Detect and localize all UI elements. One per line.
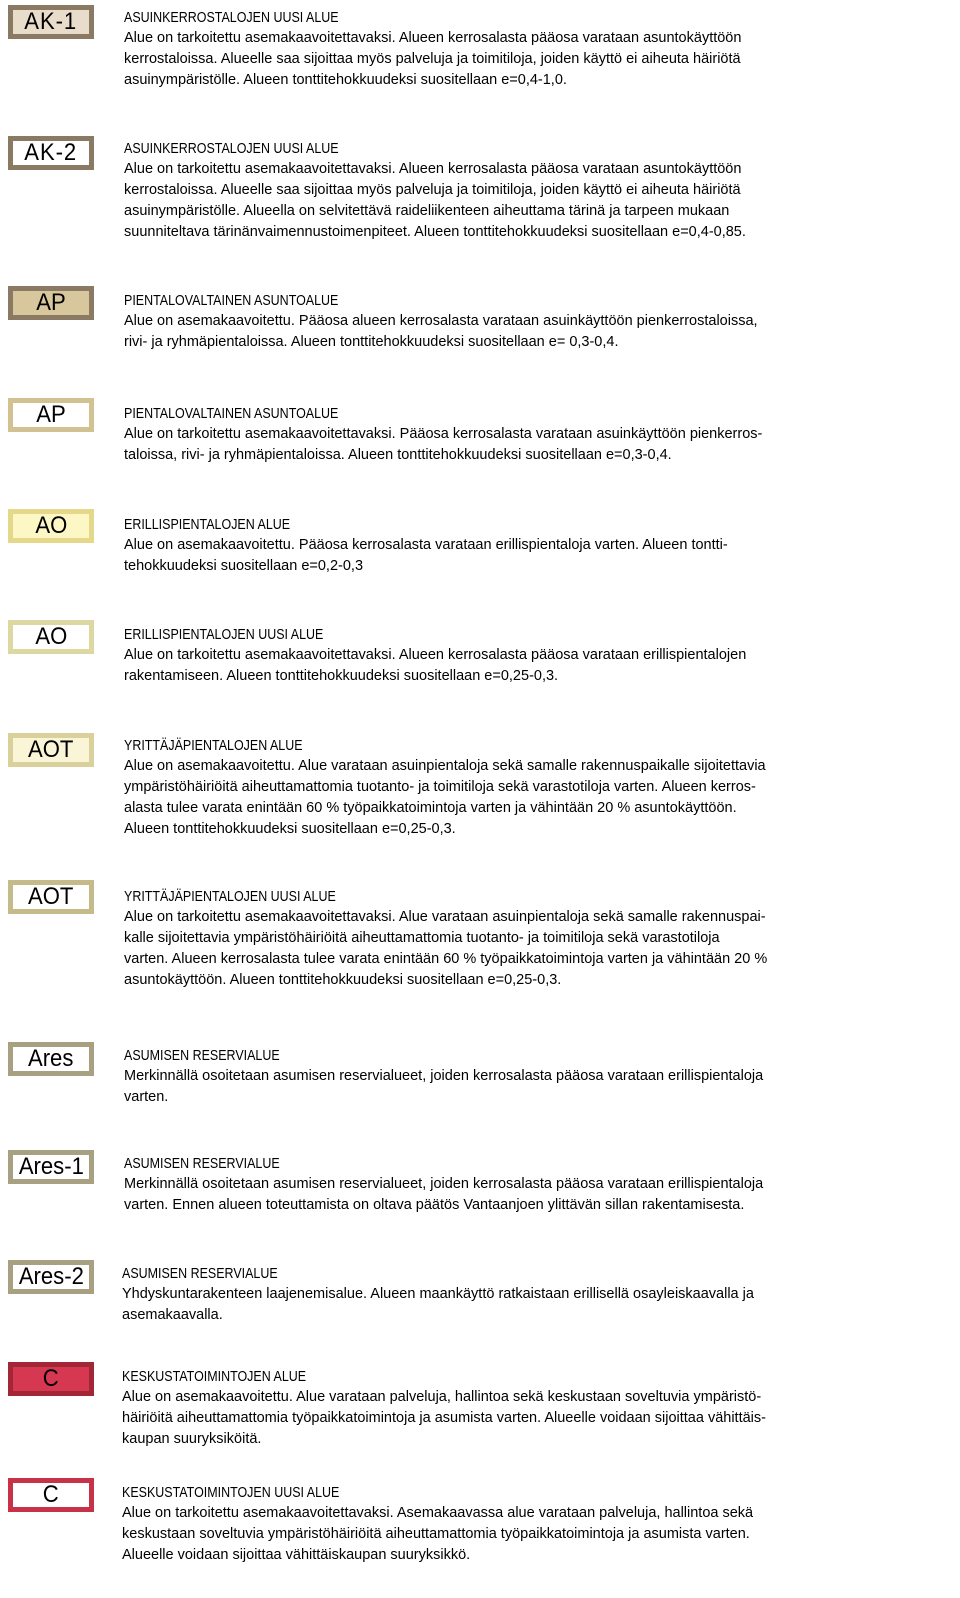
zone-symbol-ap-new — [8, 398, 94, 432]
zone-description-line: Alueelle voidaan sijoittaa vähittäiskaupan suuryksikkö. — [122, 1547, 471, 1563]
zone-description-line: Alue on tarkoitettu asemakaavoitettavaksi. Asemakaavassa alue varataan palveluja, hallintoa sekä — [122, 1505, 754, 1521]
zone-symbol-ao-new — [8, 620, 94, 654]
zone-symbol-c-new — [8, 1478, 94, 1512]
zone-heading: ERILLISPIENTALOJEN ALUE — [124, 517, 291, 533]
zone-symbol-label: AK-2 — [24, 139, 78, 166]
zone-description-line: varten. — [124, 1089, 169, 1105]
zone-heading: ASUMISEN RESERVIALUE — [122, 1266, 278, 1282]
zone-symbol-ap — [8, 286, 94, 320]
zone-heading: ASUMISEN RESERVIALUE — [124, 1048, 280, 1064]
zone-symbol-label: AO — [35, 512, 67, 539]
zone-heading: PIENTALOVALTAINEN ASUNTOALUE — [124, 293, 339, 309]
zone-symbol-ares-1 — [8, 1150, 94, 1184]
zone-description-line: kerrostaloissa. Alueelle saa sijoittaa myös palveluja ja toimitiloja, joiden käyttö ei aiheuta häiriötä — [124, 182, 741, 198]
zone-heading: YRITTÄJÄPIENTALOJEN ALUE — [124, 738, 303, 754]
zone-symbol-label: AK-1 — [24, 8, 78, 35]
zone-description-line: asuinympäristölle. Alueen tonttitehokkuudeksi suositellaan e=0,4-1,0. — [124, 72, 567, 88]
zone-description-line: Merkinnällä osoitetaan asumisen reservialueet, joiden kerrosalasta pääosa varataan erillispientaloja — [124, 1176, 764, 1192]
zone-description-line: asuinympäristölle. Alueella on selvitettävä raideliikenteen aiheuttama tärinä ja tarpeen mukaan — [124, 203, 730, 219]
zone-heading: PIENTALOVALTAINEN ASUNTOALUE — [124, 406, 339, 422]
zone-description-line: Alue on asemakaavoitettu. Alue varataan palveluja, hallintoa sekä keskustaan soveltuvia ympäristö- — [122, 1389, 762, 1405]
zone-heading: ASUINKERROSTALOJEN UUSI ALUE — [124, 10, 339, 26]
zone-symbol-label: AOT — [28, 736, 74, 763]
zone-symbol-ares — [8, 1042, 94, 1076]
zone-description-line: Alue on tarkoitettu asemakaavoitettavaksi. Alueen kerrosalasta pääosa varataan erillispientalojen — [124, 647, 747, 663]
zone-description-line: kaupan suuryksiköitä. — [122, 1431, 262, 1447]
zone-heading: ASUINKERROSTALOJEN UUSI ALUE — [124, 141, 339, 157]
zone-symbol-ak-1 — [8, 5, 94, 39]
zone-description-line: Merkinnällä osoitetaan asumisen reservialueet, joiden kerrosalasta pääosa varataan erillispientaloja — [124, 1068, 764, 1084]
zone-symbol-label: C — [43, 1365, 59, 1392]
zone-heading: YRITTÄJÄPIENTALOJEN UUSI ALUE — [124, 889, 336, 905]
zone-symbol-c — [8, 1362, 94, 1396]
zone-symbol-ao — [8, 509, 94, 543]
zone-symbol-aot-new — [8, 880, 94, 914]
zone-symbol-label: AO — [35, 623, 67, 650]
zone-description-line: Alue on tarkoitettu asemakaavoitettavaksi. Alueen kerrosalasta pääosa varataan asuntokäyttöön — [124, 161, 742, 177]
zone-description-line: rivi- ja ryhmäpientaloissa. Alueen tonttitehokkuudeksi suositellaan e= 0,3-0,4. — [124, 334, 619, 350]
zone-description-line: Alue on asemakaavoitettu. Pääosa kerrosalasta varataan erillispientaloja varten. Alueen tontti- — [124, 537, 728, 553]
zone-symbol-label: AOT — [28, 883, 74, 910]
zone-description-line: taloissa, rivi- ja ryhmäpientaloissa. Alueen tonttitehokkuudeksi suositellaan e=0,3-0,4. — [124, 447, 672, 463]
zone-symbol-label: Ares — [28, 1045, 74, 1072]
zone-heading: ASUMISEN RESERVIALUE — [124, 1156, 280, 1172]
zone-description-line: kerrostaloissa. Alueelle saa sijoittaa myös palveluja ja toimitiloja, joiden käyttö ei aiheuta häiriötä — [124, 51, 741, 67]
zone-description-line: Alue on tarkoitettu asemakaavoitettavaksi. Pääosa kerrosalasta varataan asuinkäyttöön pienkerros- — [124, 426, 763, 442]
zone-description-line: asemakaavalla. — [122, 1307, 223, 1323]
zone-description-line: Alueen tonttitehokkuudeksi suositellaan e=0,25-0,3. — [124, 821, 456, 837]
zone-description-line: Alue on tarkoitettu asemakaavoitettavaksi. Alueen kerrosalasta pääosa varataan asuntokäyttöön — [124, 30, 742, 46]
zone-description-line: Alue on tarkoitettu asemakaavoitettavaksi. Alue varataan asuinpientaloja sekä samalle rakennuspai- — [124, 909, 766, 925]
zone-heading: KESKUSTATOIMINTOJEN ALUE — [122, 1369, 307, 1385]
zone-symbol-label: Ares-2 — [18, 1263, 84, 1290]
zone-description-line: varten. Alueen kerrosalasta tulee varata enintään 60 % työpaikkatoimintoja varten ja vähintään 20 % — [124, 951, 768, 967]
zone-description-line: suunniteltava tärinänvaimennustoimenpiteet. Alueen tonttitehokkuudeksi suositellaan e=0,4-0,85. — [124, 224, 746, 240]
zone-symbol-label: C — [43, 1481, 59, 1508]
zone-description-line: Alue on asemakaavoitettu. Pääosa alueen kerrosalasta varataan asuinkäyttöön pienkerrostaloissa, — [124, 313, 758, 329]
zone-description-line: Yhdyskuntarakenteen laajenemisalue. Alueen maankäyttö ratkaistaan erillisellä osayleiskaavalla ja — [122, 1286, 754, 1302]
zone-description-line: tehokkuudeksi suositellaan e=0,2-0,3 — [124, 558, 364, 574]
zone-symbol-ares-2 — [8, 1260, 94, 1294]
zone-symbol-aot — [8, 733, 94, 767]
zone-description-line: asuntokäyttöön. Alueen tonttitehokkuudeksi suositellaan e=0,25-0,3. — [124, 972, 562, 988]
zone-symbol-label: Ares-1 — [18, 1153, 84, 1180]
zone-description-line: rakentamiseen. Alueen tonttitehokkuudeksi suositellaan e=0,25-0,3. — [124, 668, 559, 684]
zone-heading: ERILLISPIENTALOJEN UUSI ALUE — [124, 627, 324, 643]
zone-description-line: alasta tulee varata enintään 60 % työpaikkatoimintoja varten ja vähintään 20 % asuntokäyttöön. — [124, 800, 737, 816]
zone-description-line: ympäristöhäiriöitä aiheuttamattomia tuotanto- ja toimitiloja sekä varastotiloja varten. Alueen kerros- — [124, 779, 756, 795]
zone-description-line: kalle sijoitettavia ympäristöhäiriöitä aiheuttamattomia tuotanto- ja toimitiloja sekä varastotiloja — [124, 930, 720, 946]
zone-symbol-label: AP — [36, 401, 66, 428]
zone-heading: KESKUSTATOIMINTOJEN UUSI ALUE — [122, 1485, 340, 1501]
zone-symbol-label: AP — [36, 289, 66, 316]
zone-description-line: häiriöitä aiheuttamattomia työpaikkatoimintoja ja asumista varten. Alueelle voidaan sijoittaa vähittäis- — [122, 1410, 766, 1426]
zone-description-line: varten. Ennen alueen toteuttamista on oltava päätös Vantaanjoen ylittävän sillan rakentamisesta. — [124, 1197, 745, 1213]
zone-description-line: Alue on asemakaavoitettu. Alue varataan asuinpientaloja sekä samalle rakennuspaikalle sijoitettavia — [124, 758, 766, 774]
zone-description-line: keskustaan soveltuvia ympäristöhäiriöitä aiheuttamattomia työpaikkatoimintoja ja asumista varten. — [122, 1526, 750, 1542]
zone-symbol-ak-2 — [8, 136, 94, 170]
